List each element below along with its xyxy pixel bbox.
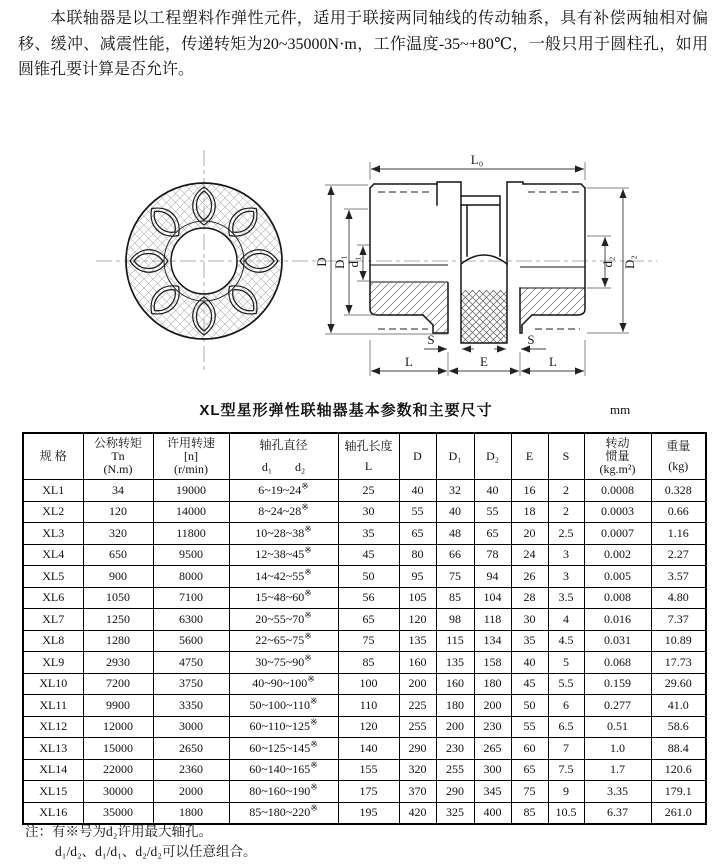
cell-n: 3750 [153,673,229,695]
cell-n: 8000 [153,566,229,588]
cell-tn: 30000 [83,781,153,803]
cell-weight: 58.6 [651,716,706,738]
cell-D: 65 [399,523,436,545]
cell-n: 3000 [153,716,229,738]
col-header-E: E [511,433,548,480]
table-unit: mm [610,402,631,417]
inertia-label-1: 转动 [605,436,630,450]
cell-inertia: 0.002 [584,544,651,566]
cell-D: 120 [399,609,436,631]
cell-D: 80 [399,544,436,566]
cell-D2: 158 [474,652,511,674]
table-row [23,716,706,738]
cell-E: 24 [511,544,548,566]
table-row [23,738,706,760]
cell-inertia: 3.35 [584,781,651,803]
max-bore-mark: ※ [304,631,312,642]
table-title: XL型星形弹性联轴器基本参数和主要尺寸 [199,402,493,419]
speed-label: 许用转速 [166,436,215,450]
col-header-torque [83,433,153,480]
cell-E: 85 [511,802,548,824]
cell-weight: 17.73 [651,652,706,674]
cell-tn: 1280 [83,630,153,652]
cell-spec: XL6 [23,587,83,609]
cell-spec: XL16 [23,802,83,824]
cell-D1: 48 [436,523,474,545]
cell-S: 10.5 [548,802,584,824]
max-bore-mark: ※ [310,738,318,749]
cell-spec: XL4 [23,544,83,566]
cell-E: 75 [511,781,548,803]
cell-weight: 3.57 [651,566,706,588]
col-header-bore-length [338,433,399,480]
cell-inertia: 0.0007 [584,523,651,545]
cell-D2: 230 [474,716,511,738]
cell-tn: 7200 [83,673,153,695]
cell-L: 195 [338,802,399,824]
cell-D1: 75 [436,566,474,588]
cell-L: 140 [338,738,399,760]
table-row [23,523,706,545]
cell-E: 40 [511,652,548,674]
cell-D1: 230 [436,738,474,760]
cell-spec: XL1 [23,480,83,502]
cell-D1: 32 [436,480,474,502]
cell-inertia: 0.51 [584,716,651,738]
cell-inertia: 0.031 [584,630,651,652]
col-header-D1: D₁ [436,433,474,480]
cell-L: 50 [338,566,399,588]
cell-D2: 200 [474,695,511,717]
cell-weight: 0.66 [651,501,706,523]
table-row [23,566,706,588]
inertia-unit: (kg.m²) [599,462,636,476]
table-title-row [0,399,692,420]
cell-bore: 50~100~110※ [229,695,338,717]
cell-E: 65 [511,759,548,781]
cell-bore: 22~65~75※ [229,630,338,652]
cell-n: 14000 [153,501,229,523]
cell-D1: 290 [436,781,474,803]
col-header-bore-diameter [229,433,338,480]
max-bore-mark: ※ [310,803,318,814]
cell-D2: 300 [474,759,511,781]
col-header-D2: D₂ [474,433,511,480]
cell-spec: XL12 [23,716,83,738]
cell-S: 2 [548,501,584,523]
table-row [23,673,706,695]
cell-D2: 104 [474,587,511,609]
cell-D1: 40 [436,501,474,523]
cell-L: 56 [338,587,399,609]
cell-tn: 34 [83,480,153,502]
dim-label-S-right: S [527,332,535,347]
cell-S: 5.5 [548,673,584,695]
cell-D2: 134 [474,630,511,652]
col-header-weight [651,433,706,480]
weight-label: 重量 [666,439,691,453]
cell-weight: 2.27 [651,544,706,566]
cell-D: 420 [399,802,436,824]
speed-symbol: [n] [184,449,198,463]
cell-S: 4.5 [548,630,584,652]
speed-unit: (r/min) [174,462,208,476]
torque-unit: (N.m) [103,462,133,476]
cell-spec: XL15 [23,781,83,803]
cell-E: 45 [511,673,548,695]
max-bore-mark: ※ [304,588,312,599]
max-bore-mark: ※ [310,760,318,771]
technical-drawing [0,0,725,400]
cell-L: 45 [338,544,399,566]
cell-S: 3 [548,566,584,588]
cell-inertia: 0.0003 [584,501,651,523]
cell-D1: 98 [436,609,474,631]
dim-label-d1: d₁ [346,256,361,268]
dim-label-L0: L₀ [470,152,484,167]
cell-inertia: 1.0 [584,738,651,760]
max-bore-mark: ※ [310,695,318,706]
weight-unit: (kg) [668,459,689,473]
cell-n: 19000 [153,480,229,502]
cell-L: 120 [338,716,399,738]
max-bore-mark: ※ [310,781,318,792]
cell-L: 175 [338,781,399,803]
table-row [23,802,706,824]
cell-spec: XL10 [23,673,83,695]
cell-D: 200 [399,673,436,695]
cell-weight: 120.6 [651,759,706,781]
cell-inertia: 0.159 [584,673,651,695]
dim-label-E: E [480,354,488,369]
col-header-speed [153,433,229,480]
table-row [23,609,706,631]
cell-bore: 60~125~145※ [229,738,338,760]
table-row [23,695,706,717]
cell-bore: 6~19~24※ [229,480,338,502]
coupling-front-view [126,183,282,339]
cell-inertia: 0.008 [584,587,651,609]
cell-inertia: 0.016 [584,609,651,631]
dim-label-D: D [314,257,329,267]
cell-D1: 325 [436,802,474,824]
cell-bore: 8~24~28※ [229,501,338,523]
note-line-1: 注：有※号为d₂许用最大轴孔。 [25,824,212,839]
cell-D: 370 [399,781,436,803]
cell-n: 7100 [153,587,229,609]
cell-D2: 55 [474,501,511,523]
max-bore-mark: ※ [304,566,312,577]
cell-D2: 345 [474,781,511,803]
cell-S: 2.5 [548,523,584,545]
cell-D2: 94 [474,566,511,588]
footnotes [25,822,257,862]
cell-tn: 320 [83,523,153,545]
col-header-S: S [548,433,584,480]
cell-bore: 14~42~55※ [229,566,338,588]
table-row [23,781,706,803]
bore-symbols [230,459,338,474]
cell-D2: 78 [474,544,511,566]
cell-D2: 40 [474,480,511,502]
dim-label-S-left: S [427,332,435,347]
cell-E: 50 [511,695,548,717]
cell-D1: 135 [436,652,474,674]
cell-spec: XL13 [23,738,83,760]
cell-L: 100 [338,673,399,695]
max-bore-mark: ※ [307,674,315,685]
cell-L: 65 [338,609,399,631]
cell-n: 4750 [153,652,229,674]
length-symbol: L [364,459,373,473]
table-row [23,501,706,523]
cell-spec: XL14 [23,759,83,781]
cell-D2: 400 [474,802,511,824]
cell-tn: 2930 [83,652,153,674]
cell-n: 2650 [153,738,229,760]
cell-D1: 115 [436,630,474,652]
cell-spec: XL11 [23,695,83,717]
length-label: 轴孔长度 [344,439,393,453]
table-row [23,759,706,781]
col-header-inertia [584,433,651,480]
cell-S: 3.5 [548,587,584,609]
table-row [23,630,706,652]
cell-L: 85 [338,652,399,674]
dim-label-L-right: L [549,354,557,369]
max-bore-mark: ※ [301,480,309,491]
cell-bore: 15~48~60※ [229,587,338,609]
cell-spec: XL9 [23,652,83,674]
cell-weight: 4.80 [651,587,706,609]
cell-E: 26 [511,566,548,588]
cell-inertia: 0.0008 [584,480,651,502]
cell-D1: 160 [436,673,474,695]
cell-tn: 9900 [83,695,153,717]
cell-S: 6.5 [548,716,584,738]
spec-table-body [23,480,706,825]
cell-D: 225 [399,695,436,717]
cell-inertia: 0.068 [584,652,651,674]
cell-inertia: 0.005 [584,566,651,588]
cell-bore: 60~110~125※ [229,716,338,738]
cell-n: 9500 [153,544,229,566]
cell-spec: XL8 [23,630,83,652]
max-bore-mark: ※ [301,502,309,513]
cell-tn: 650 [83,544,153,566]
cell-D: 320 [399,759,436,781]
cell-S: 7.5 [548,759,584,781]
cell-D1: 66 [436,544,474,566]
cell-D2: 65 [474,523,511,545]
cell-E: 16 [511,480,548,502]
cell-bore: 80~160~190※ [229,781,338,803]
coupling-section-view [370,182,585,343]
cell-L: 35 [338,523,399,545]
cell-weight: 29.60 [651,673,706,695]
note-line-2: d₁/d₂、d₁/d₁、d₂/d₂可以任意组合。 [55,844,257,859]
cell-S: 3 [548,544,584,566]
cell-inertia: 6.37 [584,802,651,824]
cell-S: 6 [548,695,584,717]
bore-d1-symbol: d₁ [261,460,272,474]
cell-bore: 12~38~45※ [229,544,338,566]
cell-weight: 88.4 [651,738,706,760]
dim-label-D2: D₂ [622,255,637,269]
cell-D: 160 [399,652,436,674]
cell-tn: 900 [83,566,153,588]
table-row [23,480,706,502]
cell-spec: XL2 [23,501,83,523]
cell-bore: 60~140~165※ [229,759,338,781]
cell-weight: 1.16 [651,523,706,545]
cell-S: 7 [548,738,584,760]
col-header-spec-label: 规 格 [39,449,67,463]
cell-E: 30 [511,609,548,631]
cell-weight: 7.37 [651,609,706,631]
header-row [23,433,706,480]
cell-D2: 265 [474,738,511,760]
cell-bore: 30~75~90※ [229,652,338,674]
cell-bore: 40~90~100※ [229,673,338,695]
dim-label-D1: D₁ [332,255,347,269]
cell-bore: 10~28~38※ [229,523,338,545]
cell-D: 40 [399,480,436,502]
cell-L: 25 [338,480,399,502]
torque-symbol: Tn [111,449,125,463]
table-row [23,652,706,674]
table-row [23,544,706,566]
col-header-spec [23,433,83,480]
cell-D: 255 [399,716,436,738]
cell-tn: 22000 [83,759,153,781]
cell-E: 18 [511,501,548,523]
cell-tn: 1050 [83,587,153,609]
max-bore-mark: ※ [304,523,312,534]
cell-tn: 35000 [83,802,153,824]
cell-D: 55 [399,501,436,523]
cell-D1: 85 [436,587,474,609]
table-row [23,587,706,609]
cell-E: 28 [511,587,548,609]
cell-D2: 180 [474,673,511,695]
cell-E: 35 [511,630,548,652]
cell-D1: 200 [436,716,474,738]
cell-spec: XL3 [23,523,83,545]
cell-n: 3350 [153,695,229,717]
cell-D: 135 [399,630,436,652]
cell-inertia: 1.7 [584,759,651,781]
cell-n: 1800 [153,802,229,824]
dim-label-d2: d₂ [600,256,615,268]
cell-S: 2 [548,480,584,502]
bore-label: 轴孔直径 [259,438,308,452]
cell-n: 2360 [153,759,229,781]
max-bore-mark: ※ [304,545,312,556]
cell-weight: 10.89 [651,630,706,652]
torque-label: 公称转矩 [93,436,142,450]
intro-paragraph: 本联轴器是以工程塑料作弹性元件，适用于联接两同轴线的传动轴系，具有补偿两轴相对偏移、缓冲、减震性能，传递转矩为20~35000N·m，工作温度-35~+80℃，一般只用于圆柱孔，如用圆锥孔要计算是否允许。 [18,10,708,78]
cell-E: 55 [511,716,548,738]
bore-d2-symbol: d₂ [295,460,306,474]
cell-S: 9 [548,781,584,803]
cell-D1: 255 [436,759,474,781]
cell-spec: XL5 [23,566,83,588]
cell-weight: 0.328 [651,480,706,502]
cell-bore: 85~180~220※ [229,802,338,824]
col-header-D: D [399,433,436,480]
cell-n: 5600 [153,630,229,652]
cell-tn: 120 [83,501,153,523]
cell-weight: 261.0 [651,802,706,824]
max-bore-mark: ※ [304,609,312,620]
cell-E: 60 [511,738,548,760]
cell-n: 6300 [153,609,229,631]
cell-tn: 12000 [83,716,153,738]
cell-n: 2000 [153,781,229,803]
cell-weight: 179.1 [651,781,706,803]
cell-spec: XL7 [23,609,83,631]
dim-label-L-left: L [405,354,413,369]
spec-table [22,432,707,825]
cell-D: 95 [399,566,436,588]
cell-D1: 180 [436,695,474,717]
cell-inertia: 0.277 [584,695,651,717]
max-bore-mark: ※ [310,717,318,728]
cell-S: 5 [548,652,584,674]
cell-weight: 41.0 [651,695,706,717]
cell-L: 30 [338,501,399,523]
cell-L: 75 [338,630,399,652]
cell-E: 20 [511,523,548,545]
inertia-label-2: 惯量 [605,449,630,463]
cell-L: 155 [338,759,399,781]
cell-D: 290 [399,738,436,760]
cell-D2: 118 [474,609,511,631]
cell-S: 4 [548,609,584,631]
cell-n: 11800 [153,523,229,545]
max-bore-mark: ※ [304,652,312,663]
cell-D: 105 [399,587,436,609]
cell-tn: 1250 [83,609,153,631]
cell-bore: 20~55~70※ [229,609,338,631]
cell-tn: 15000 [83,738,153,760]
cell-L: 110 [338,695,399,717]
